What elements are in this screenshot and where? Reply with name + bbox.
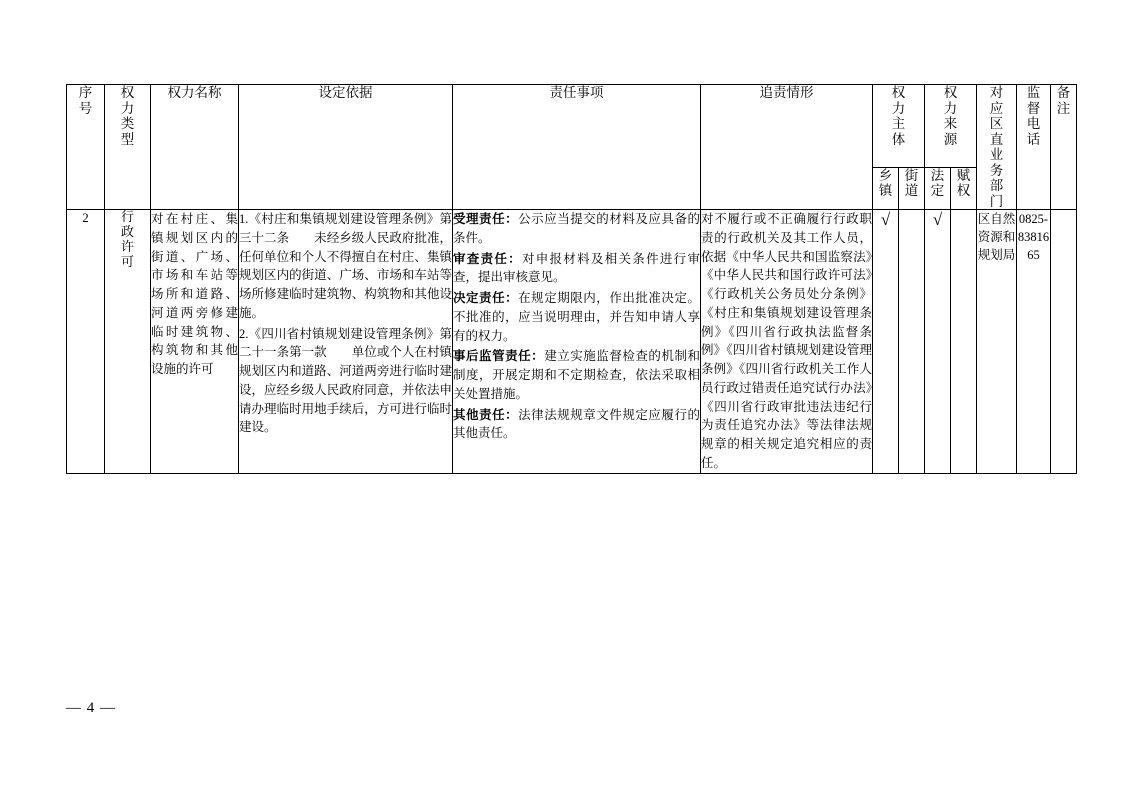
header-remark: 备注 (1051, 85, 1077, 210)
header-power-source: 权力来源 (925, 85, 977, 168)
table-header-row-1 (67, 85, 1077, 168)
header-basis: 设定依据 (239, 85, 453, 210)
cell-source-granted (951, 210, 977, 474)
header-dept: 对应区直业务部门 (977, 85, 1017, 210)
duty-label: 事后监管责任： (453, 349, 545, 364)
table-row (67, 210, 1077, 474)
header-source-legal: 法定 (925, 167, 951, 209)
header-source-granted: 赋权 (951, 167, 977, 209)
header-power-type: 权力类型 (105, 85, 151, 210)
header-duties: 责任事项 (453, 85, 701, 210)
cell-subject-town: √ (873, 210, 899, 474)
duty-text: 公示应当提交的材料及应具备的条件。 (453, 212, 700, 245)
basis-item: 1.《村庄和集镇规划建设管理条例》第三十二条 未经乡级人民政府批准，任何单位和个人不得擅自在村庄、集镇规划区内的街道、广场、市场和车站等场所修建临时建筑物、构筑物和其他设施。 (239, 212, 452, 320)
cell-basis (239, 210, 453, 474)
duty-label: 审查责任： (453, 251, 522, 266)
duty-item (453, 250, 700, 288)
cell-seq: 2 (67, 210, 105, 474)
duty-label: 其他责任： (453, 407, 519, 422)
page-number: — 4 — (66, 700, 116, 716)
cell-remark (1051, 210, 1077, 474)
basis-item: 2.《四川省村镇规划建设管理条例》第二十一条第一款 单位或个人在村镇规划区内和道路、河道两旁进行临时建设，应经乡级人民政府同意，并依法申请办理临时用地手续后，方可进行临时建设。 (239, 326, 452, 435)
header-accountability: 追责情形 (701, 85, 873, 210)
duty-text: 在规定期限内，作出批准决定。不批准的，应当说明理由，并告知申请人享有的权力。 (453, 291, 700, 343)
page-footer (66, 700, 366, 717)
duty-item (453, 210, 700, 248)
duty-text: 建立实施监督检查的机制和制度，开展定期和不定期检查，依法采取相关处置措施。 (453, 349, 700, 401)
header-phone: 监督电话 (1017, 85, 1051, 210)
header-seq: 序号 (67, 85, 105, 210)
duty-text: 法律法规规章文件规定应履行的其他责任。 (453, 407, 700, 441)
cell-dept: 区自然资源和规划局 (977, 210, 1017, 474)
cell-source-legal: √ (925, 210, 951, 474)
cell-duties (453, 210, 701, 474)
cell-accountability: 对不履行或不正确履行行政职责的行政机关及其工作人员，依据《中华人民共和国监察法》《中华人民共和国行政许可法》《行政机关公务员处分条例》《村庄和集镇规划建设管理条例》《四川省行政执法监督条例》《四川省村镇规划建设管理条例》《四川省行政机关工作人员行政过错责任追究试行办法》《四川省行政审批违法违纪行为责任追究办法》等法律法规规章的相关规定追究相应的责任。 (701, 210, 873, 474)
cell-subject-street (899, 210, 925, 474)
header-power-name: 权力名称 (151, 85, 239, 210)
cell-phone: 0825-8381665 (1017, 210, 1051, 474)
duty-label: 受理责任： (453, 212, 519, 227)
cell-power-name: 对在村庄、集镇规划区内的街道、广场、市场和车站等场所和道路、河道两旁修建临时建筑物、构筑物和其他设施的许可 (151, 210, 239, 474)
header-subject-town: 乡镇 (873, 167, 899, 209)
duty-item (453, 289, 700, 345)
cell-power-type: 行政许可 (105, 210, 151, 474)
duty-label: 决定责任： (453, 291, 519, 306)
power-list-table (66, 84, 1077, 474)
header-power-subject: 权力主体 (873, 85, 925, 168)
duty-item (453, 406, 700, 444)
header-subject-street: 街道 (899, 167, 925, 209)
duty-item (453, 347, 700, 403)
duty-text: 对申报材料及相关条件进行审查，提出审核意见。 (453, 251, 700, 285)
